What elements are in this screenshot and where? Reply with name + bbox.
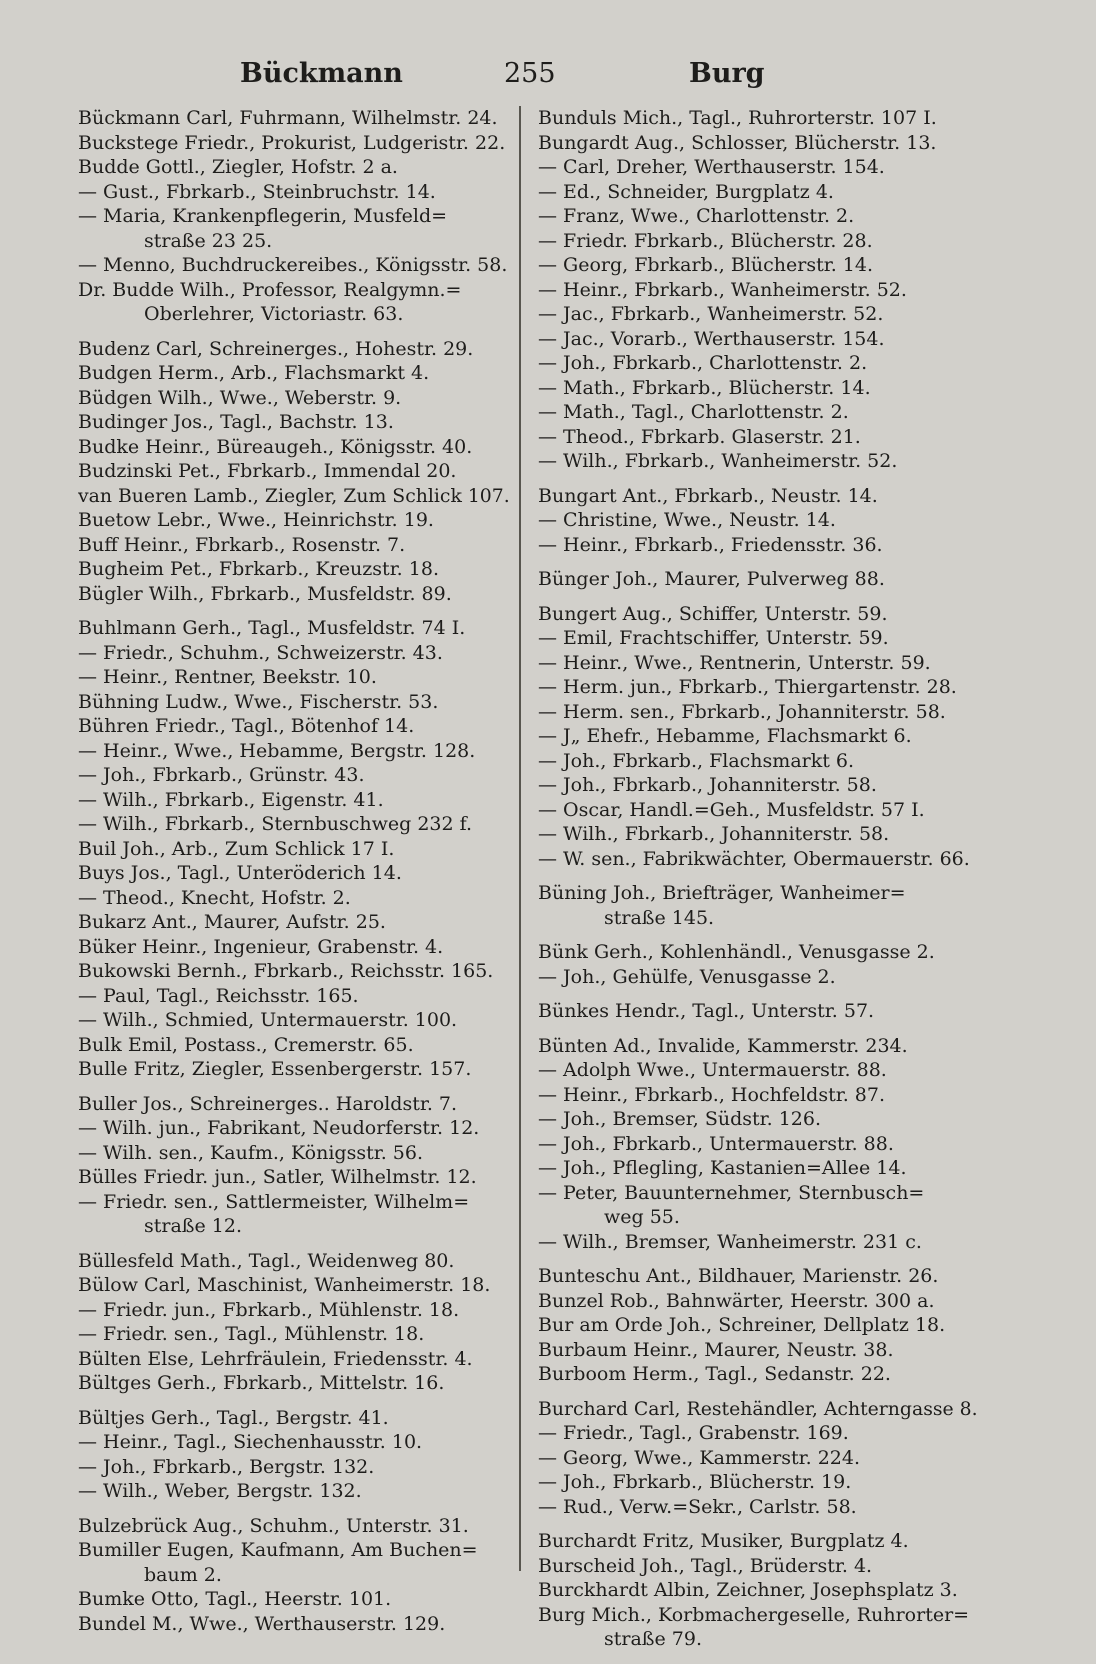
directory-entry: Bünk Gerh., Kohlenhändl., Venusgasse 2. <box>538 941 935 963</box>
entry-continuation-line: straße 12. <box>144 1215 242 1237</box>
directory-entry: Buys Jos., Tagl., Unteröderich 14. <box>78 862 402 884</box>
directory-entry: — Heinr., Fbrkarb., Hochfeldstr. 87. <box>538 1083 885 1106</box>
directory-entry: — W. sen., Fabrikwächter, Obermauerstr. 66. <box>538 847 970 870</box>
directory-entry: — Heinr., Fbrkarb., Friedensstr. 36. <box>538 533 883 556</box>
entry-continuation-line: baum 2. <box>144 1563 222 1586</box>
directory-entry: Bügler Wilh., Fbrkarb., Musfeldstr. 89. <box>78 582 452 605</box>
directory-entry: Burckhardt Albin, Zeichner, Josephsplatz 3. <box>538 1579 958 1601</box>
directory-entry: — Herm. sen., Fbrkarb., Johanniterstr. 58. <box>538 700 946 723</box>
directory-entry: Buff Heinr., Fbrkarb., Rosenstr. 7. <box>78 533 406 556</box>
directory-entry: Bumiller Eugen, Kaufmann, Am Buchen= <box>78 1539 478 1561</box>
directory-entry: Bülten Else, Lehrfräulein, Friedensstr. 4. <box>78 1347 473 1370</box>
directory-entry: — Rud., Verw.=Sekr., Carlstr. 58. <box>538 1495 857 1518</box>
directory-entry: Bungardt Aug., Schlosser, Blücherstr. 13. <box>538 131 937 154</box>
directory-entry: Burscheid Joh., Tagl., Brüderstr. 4. <box>538 1554 873 1577</box>
entry-continuation-line: straße 145. <box>604 906 715 929</box>
directory-entry: Bukarz Ant., Maurer, Aufstr. 25. <box>78 911 386 933</box>
directory-entry: — Heinr., Rentner, Beekstr. 10. <box>78 666 377 688</box>
entry-continuation-line: straße 23 25. <box>144 229 273 252</box>
directory-entry: Bunteschu Ant., Bildhauer, Marienstr. 26. <box>538 1265 939 1287</box>
directory-entry: — Heinr., Wwe., Hebamme, Bergstr. 128. <box>78 739 476 762</box>
directory-entry: Burchardt Fritz, Musiker, Burgplatz 4. <box>538 1530 909 1552</box>
directory-entry: Budgen Herm., Arb., Flachsmarkt 4. <box>78 362 430 384</box>
directory-entry: — Wilh., Fbrkarb., Sternbuschweg 232 f. <box>78 813 473 835</box>
directory-entry: Budzinski Pet., Fbrkarb., Immendal 20. <box>78 460 457 482</box>
directory-entry: — Menno, Buchdruckereibes., Königsstr. 58. <box>78 254 508 276</box>
directory-entry: — Theod., Fbrkarb. Glaserstr. 21. <box>538 425 861 448</box>
directory-entry: Bühren Friedr., Tagl., Bötenhof 14. <box>78 715 415 737</box>
directory-entry: — Friedr. sen., Sattlermeister, Wilhelm= <box>78 1190 470 1213</box>
directory-entry: — Wilh., Bremser, Wanheimerstr. 231 c. <box>538 1230 922 1253</box>
directory-entry: Bünger Joh., Maurer, Pulverweg 88. <box>538 568 885 590</box>
directory-entry: Bur am Orde Joh., Schreiner, Dellplatz 18. <box>538 1314 946 1336</box>
directory-entry: Bulk Emil, Postass., Cremerstr. 65. <box>78 1033 414 1056</box>
directory-entry: Burboom Herm., Tagl., Sedanstr. 22. <box>538 1363 891 1385</box>
directory-entry: — Joh., Fbrkarb., Johanniterstr. 58. <box>538 774 877 796</box>
directory-entry: — Friedr. sen., Tagl., Mühlenstr. 18. <box>78 1323 425 1345</box>
directory-entry: — Gust., Fbrkarb., Steinbruchstr. 14. <box>78 180 436 203</box>
directory-entry: — Math., Tagl., Charlottenstr. 2. <box>538 401 849 423</box>
directory-entry: Buhlmann Gerh., Tagl., Musfeldstr. 74 I. <box>78 617 466 639</box>
directory-entry: Bunzel Rob., Bahnwärter, Heerstr. 300 a. <box>538 1289 935 1312</box>
entry-continuation-line: straße 79. <box>604 1628 702 1650</box>
header-first-entry: Bückmann <box>240 58 403 89</box>
directory-entry: — Friedr. jun., Fbrkarb., Mühlenstr. 18. <box>78 1298 460 1321</box>
directory-entry: — Heinr., Tagl., Siechenhausstr. 10. <box>78 1431 423 1453</box>
directory-entry: Budke Heinr., Büreaugeh., Königsstr. 40. <box>78 435 473 458</box>
directory-entry: — Joh., Bremser, Südstr. 126. <box>538 1108 822 1130</box>
directory-entry: Buetow Lebr., Wwe., Heinrichstr. 19. <box>78 509 434 531</box>
directory-entry: — Emil, Frachtschiffer, Unterstr. 59. <box>538 627 889 649</box>
directory-entry: — Peter, Bauunternehmer, Sternbusch= <box>538 1181 925 1204</box>
directory-entry: — Christine, Wwe., Neustr. 14. <box>538 509 836 531</box>
directory-entry: Bültjes Gerh., Tagl., Bergstr. 41. <box>78 1406 389 1429</box>
directory-entry: — Joh., Fbrkarb., Untermauerstr. 88. <box>538 1132 894 1155</box>
directory-entry: Büdgen Wilh., Wwe., Weberstr. 9. <box>78 386 402 409</box>
directory-entry: — Georg, Fbrkarb., Blücherstr. 14. <box>538 254 874 276</box>
directory-entry: — Herm. jun., Fbrkarb., Thiergartenstr. 28. <box>538 676 957 698</box>
directory-entry: Bukowski Bernh., Fbrkarb., Reichsstr. 165. <box>78 960 494 982</box>
directory-entry: Bückmann Carl, Fuhrmann, Wilhelmstr. 24. <box>78 107 498 129</box>
directory-entry: — Joh., Fbrkarb., Grünstr. 43. <box>78 764 365 786</box>
directory-entry: — Wilh., Fbrkarb., Eigenstr. 41. <box>78 788 384 811</box>
directory-entry: Budde Gottl., Ziegler, Hofstr. 2 a. <box>78 156 398 178</box>
directory-entry: — Wilh. sen., Kaufm., Königsstr. 56. <box>78 1141 424 1164</box>
directory-entry: — Wilh., Schmied, Untermauerstr. 100. <box>78 1009 458 1031</box>
directory-entry: Bumke Otto, Tagl., Heerstr. 101. <box>78 1588 392 1610</box>
directory-entry: — Joh., Pflegling, Kastanien=Allee 14. <box>538 1157 907 1179</box>
directory-entry: — Paul, Tagl., Reichsstr. 165. <box>78 984 359 1007</box>
directory-entry: — Friedr. Fbrkarb., Blücherstr. 28. <box>538 229 873 252</box>
directory-entry: Büning Joh., Briefträger, Wanheimer= <box>538 882 906 904</box>
entry-continuation-line: weg 55. <box>604 1206 680 1228</box>
directory-entry: Dr. Budde Wilh., Professor, Realgymn.= <box>78 278 462 301</box>
directory-entry: Budenz Carl, Schreinerges., Hohestr. 29. <box>78 337 474 360</box>
directory-entry: Bünten Ad., Invalide, Kammerstr. 234. <box>538 1034 908 1057</box>
directory-entry: — Jac., Fbrkarb., Wanheimerstr. 52. <box>538 303 884 325</box>
directory-entry: Bülow Carl, Maschinist, Wanheimerstr. 18. <box>78 1274 491 1296</box>
running-header <box>0 58 1096 98</box>
right-column <box>538 106 978 1652</box>
directory-entry: Büllesfeld Math., Tagl., Weidenweg 80. <box>78 1249 455 1272</box>
directory-entry: — Joh., Fbrkarb., Flachsmarkt 6. <box>538 749 855 772</box>
directory-entry: — Wilh., Fbrkarb., Johanniterstr. 58. <box>538 823 890 845</box>
directory-entry: — Math., Fbrkarb., Blücherstr. 14. <box>538 376 871 399</box>
directory-entry: — Theod., Knecht, Hofstr. 2. <box>78 886 351 909</box>
directory-entry: — Maria, Krankenpflegerin, Musfeld= <box>78 205 448 227</box>
entry-continuation-line: Oberlehrer, Victoriastr. 63. <box>144 303 404 325</box>
directory-entry: Budinger Jos., Tagl., Bachstr. 13. <box>78 411 394 433</box>
directory-entry: — Friedr., Tagl., Grabenstr. 169. <box>538 1422 849 1444</box>
directory-entry: — Adolph Wwe., Untermauerstr. 88. <box>538 1059 887 1081</box>
directory-entry: — Joh., Fbrkarb., Bergstr. 132. <box>78 1455 375 1478</box>
directory-entry: — Joh., Fbrkarb., Blücherstr. 19. <box>538 1471 852 1493</box>
directory-entry: — Joh., Gehülfe, Venusgasse 2. <box>538 965 836 988</box>
directory-entry: Buckstege Friedr., Prokurist, Ludgeristr. 22. <box>78 131 506 154</box>
column-divider <box>519 106 521 1571</box>
page-number: 255 <box>504 58 556 89</box>
directory-entry: — Joh., Fbrkarb., Charlottenstr. 2. <box>538 352 868 374</box>
directory-entry: — Oscar, Handl.=Geh., Musfeldstr. 57 I. <box>538 798 925 821</box>
left-column <box>78 106 510 1636</box>
directory-entry: — Wilh., Fbrkarb., Wanheimerstr. 52. <box>538 450 898 472</box>
directory-entry: Bülles Friedr. jun., Satler, Wilhelmstr. 12. <box>78 1166 477 1188</box>
directory-entry: — Heinr., Fbrkarb., Wanheimerstr. 52. <box>538 278 907 301</box>
directory-entry: Burchard Carl, Restehändler, Achterngasse 8. <box>538 1397 978 1420</box>
directory-entry: — Georg, Wwe., Kammerstr. 224. <box>538 1446 861 1469</box>
directory-entry: — Wilh., Weber, Bergstr. 132. <box>78 1480 362 1502</box>
directory-entry: Bunduls Mich., Tagl., Ruhrorterstr. 107 I. <box>538 107 937 129</box>
directory-entry: van Bueren Lamb., Ziegler, Zum Schlick 107. <box>78 484 510 507</box>
directory-entry: Buil Joh., Arb., Zum Schlick 17 I. <box>78 837 395 860</box>
directory-entry: — Jac., Vorarb., Werthauserstr. 154. <box>538 327 885 350</box>
directory-entry: — Franz, Wwe., Charlottenstr. 2. <box>538 205 855 227</box>
directory-entry: Bültges Gerh., Fbrkarb., Mittelstr. 16. <box>78 1372 445 1394</box>
directory-entry: Bulle Fritz, Ziegler, Essenbergerstr. 157. <box>78 1058 472 1080</box>
directory-entry: Bungert Aug., Schiffer, Unterstr. 59. <box>538 602 888 625</box>
directory-entry: Burg Mich., Korbmachergeselle, Ruhrorter= <box>538 1603 970 1626</box>
directory-entry: Bundel M., Wwe., Werthauserstr. 129. <box>78 1612 446 1635</box>
directory-entry: — Ed., Schneider, Burgplatz 4. <box>538 180 834 203</box>
directory-entry: Bugheim Pet., Fbrkarb., Kreuzstr. 18. <box>78 558 439 580</box>
directory-entry: Burbaum Heinr., Maurer, Neustr. 38. <box>538 1338 894 1361</box>
directory-entry: — Carl, Dreher, Werthauserstr. 154. <box>538 156 885 178</box>
directory-entry: — Wilh. jun., Fabrikant, Neudorferstr. 12. <box>78 1117 480 1139</box>
directory-entry: — Friedr., Schuhm., Schweizerstr. 43. <box>78 641 443 664</box>
directory-entry: Bühning Ludw., Wwe., Fischerstr. 53. <box>78 690 439 713</box>
directory-entry: Bünkes Hendr., Tagl., Unterstr. 57. <box>538 1000 875 1022</box>
directory-entry: — J„ Ehefr., Hebamme, Flachsmarkt 6. <box>538 725 912 747</box>
directory-entry: Bungart Ant., Fbrkarb., Neustr. 14. <box>538 484 878 507</box>
directory-entry: Bulzebrück Aug., Schuhm., Unterstr. 31. <box>78 1514 469 1537</box>
directory-entry: Büker Heinr., Ingenieur, Grabenstr. 4. <box>78 935 444 958</box>
header-last-entry: Burg <box>689 58 765 89</box>
directory-entry: — Heinr., Wwe., Rentnerin, Unterstr. 59. <box>538 651 931 674</box>
directory-entry: Buller Jos., Schreinerges.. Haroldstr. 7. <box>78 1092 458 1115</box>
